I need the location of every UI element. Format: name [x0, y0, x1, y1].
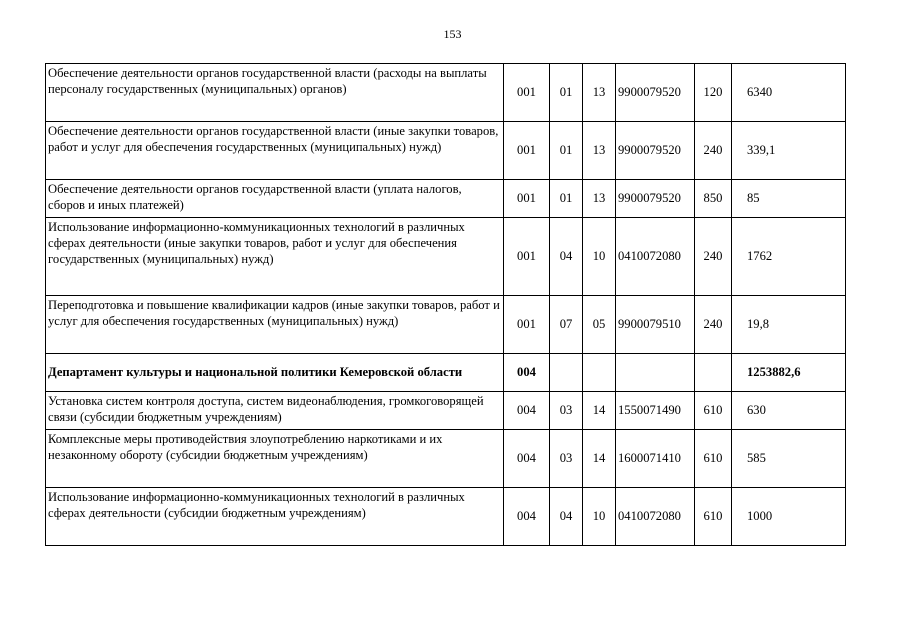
ministry-code: 001 [504, 180, 550, 218]
amount-value: 1000 [732, 488, 846, 546]
row-name: Обеспечение деятельности органов государственной власти (уплата налогов, сборов и иных платежей) [46, 180, 504, 218]
section-code: 04 [550, 488, 583, 546]
section-code: 01 [550, 122, 583, 180]
expense-type-code: 610 [695, 430, 732, 488]
subsection-code [583, 354, 616, 392]
ministry-code: 004 [504, 392, 550, 430]
subsection-code: 13 [583, 180, 616, 218]
expense-type-code: 850 [695, 180, 732, 218]
expense-type-code [695, 354, 732, 392]
department-name: Департамент культуры и национальной политики Кемеровской области [46, 354, 504, 392]
section-code: 04 [550, 218, 583, 296]
table-row [46, 122, 846, 180]
table-row [46, 64, 846, 122]
target-code [616, 354, 695, 392]
expense-type-code: 240 [695, 122, 732, 180]
subsection-code: 10 [583, 488, 616, 546]
section-code: 07 [550, 296, 583, 354]
subsection-code: 05 [583, 296, 616, 354]
target-code: 0410072080 [616, 488, 695, 546]
subsection-code: 14 [583, 392, 616, 430]
section-code: 01 [550, 180, 583, 218]
amount-value: 585 [732, 430, 846, 488]
section-code: 01 [550, 64, 583, 122]
subsection-code: 13 [583, 122, 616, 180]
target-code: 9900079510 [616, 296, 695, 354]
expense-type-code: 240 [695, 296, 732, 354]
row-name: Обеспечение деятельности органов государственной власти (иные закупки товаров, работ и услуг для обеспечения государственных (муниципальных) нужд) [46, 122, 504, 180]
amount-value: 339,1 [732, 122, 846, 180]
subsection-code: 13 [583, 64, 616, 122]
amount-value: 630 [732, 392, 846, 430]
row-name: Обеспечение деятельности органов государственной власти (расходы на выплаты персоналу государственных (муниципальных) органов) [46, 64, 504, 122]
expense-type-code: 610 [695, 392, 732, 430]
section-code: 03 [550, 430, 583, 488]
table-row [46, 218, 846, 296]
expense-type-code: 610 [695, 488, 732, 546]
target-code: 0410072080 [616, 218, 695, 296]
table-row [46, 180, 846, 218]
row-name: Переподготовка и повышение квалификации кадров (иные закупки товаров, работ и услуг для обеспечения государственных (муниципальных) нужд) [46, 296, 504, 354]
target-code: 1600071410 [616, 430, 695, 488]
target-code: 1550071490 [616, 392, 695, 430]
section-code: 03 [550, 392, 583, 430]
ministry-code: 004 [504, 488, 550, 546]
amount-value: 1253882,6 [732, 354, 846, 392]
row-name: Установка систем контроля доступа, систем видеонаблюдения, громкоговорящей связи (субсидии бюджетным учреждениям) [46, 392, 504, 430]
ministry-code: 004 [504, 430, 550, 488]
target-code: 9900079520 [616, 64, 695, 122]
row-name: Использование информационно-коммуникационных технологий в различных сферах деятельности (иные закупки товаров, работ и услуг для обеспечения государственных (муниципальных) нужд) [46, 218, 504, 296]
row-name: Комплексные меры противодействия злоупотреблению наркотиками и их незаконному обороту (субсидии бюджетным учреждениям) [46, 430, 504, 488]
subsection-code: 14 [583, 430, 616, 488]
amount-value: 85 [732, 180, 846, 218]
row-name: Использование информационно-коммуникационных технологий в различных сферах деятельности (субсидии бюджетным учреждениям) [46, 488, 504, 546]
amount-value: 6340 [732, 64, 846, 122]
target-code: 9900079520 [616, 180, 695, 218]
section-code [550, 354, 583, 392]
subsection-code: 10 [583, 218, 616, 296]
expense-type-code: 120 [695, 64, 732, 122]
amount-value: 1762 [732, 218, 846, 296]
ministry-code: 004 [504, 354, 550, 392]
table-row [46, 488, 846, 546]
page-number: 153 [443, 27, 462, 41]
ministry-code: 001 [504, 64, 550, 122]
ministry-code: 001 [504, 296, 550, 354]
expense-type-code: 240 [695, 218, 732, 296]
budget-table [45, 63, 846, 546]
ministry-code: 001 [504, 122, 550, 180]
table-row [46, 430, 846, 488]
ministry-code: 001 [504, 218, 550, 296]
target-code: 9900079520 [616, 122, 695, 180]
table-row [46, 392, 846, 430]
table-row-department [46, 354, 846, 392]
amount-value: 19,8 [732, 296, 846, 354]
table-row [46, 296, 846, 354]
